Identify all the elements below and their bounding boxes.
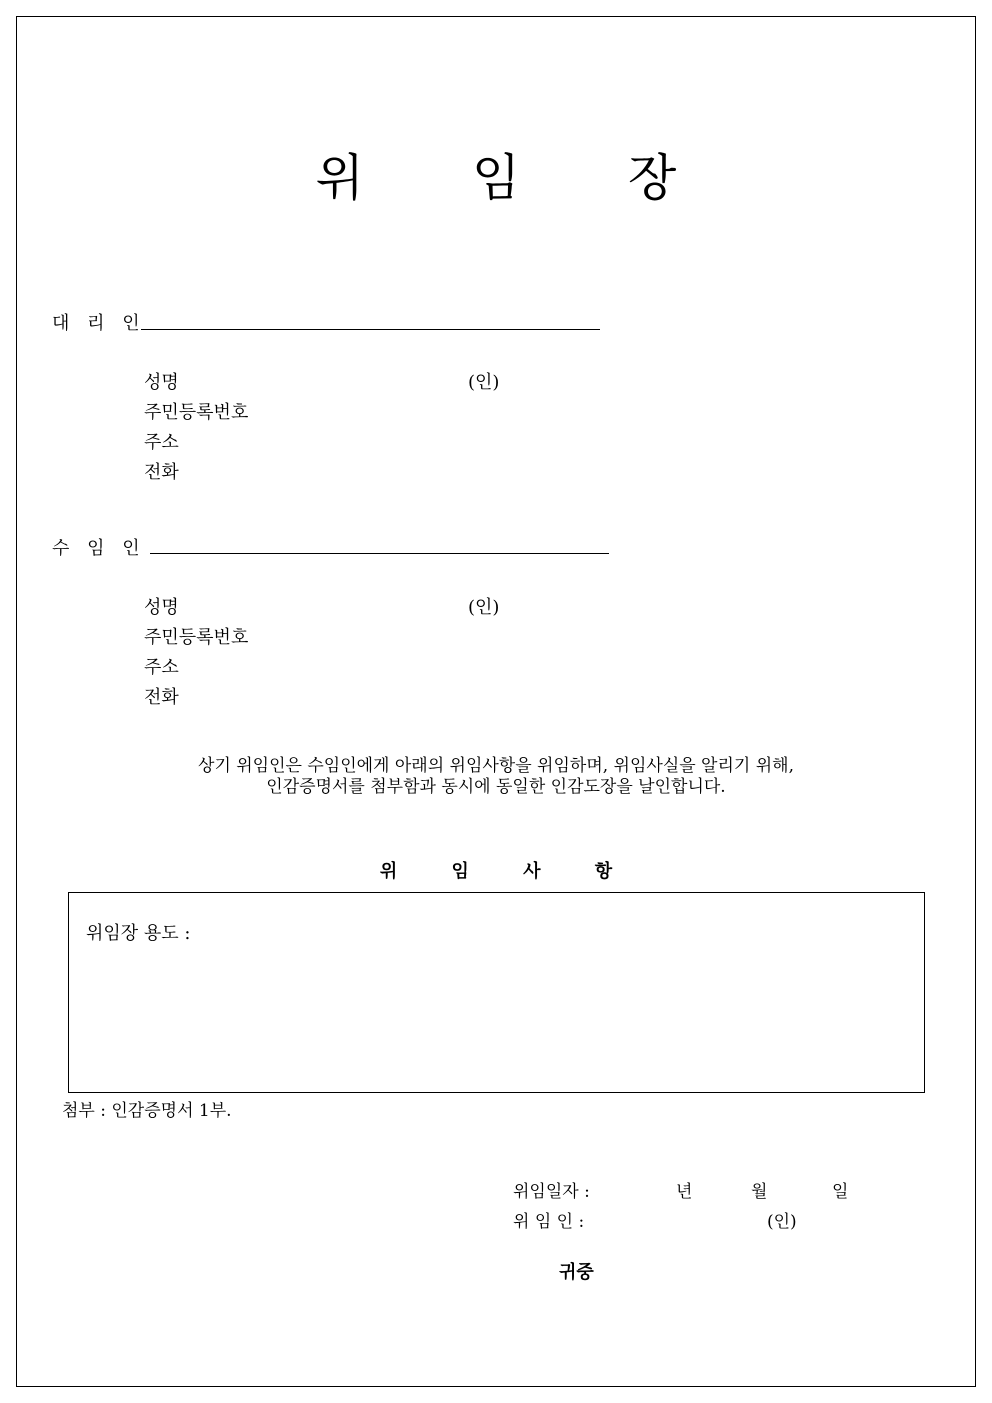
delegate-name-row [144, 593, 244, 619]
month-label: 월 [751, 1182, 768, 1202]
purpose-label: 위임장 용도 : [86, 923, 191, 944]
day-label: 일 [832, 1182, 849, 1202]
delegation-box[interactable] [68, 892, 925, 1093]
agent-name-row [144, 368, 244, 394]
delegator-seal: (인) [767, 1212, 797, 1232]
statement-line-1: 상기 위임인은 수임인에게 아래의 위임사항을 위임하며, 위임사실을 알리기 위해, [198, 756, 794, 776]
delegate-underline [150, 553, 609, 554]
delegate-label: 수 임 인 [52, 538, 146, 559]
regards: 귀중 [559, 1262, 594, 1283]
agent-label: 대 리 인 [52, 313, 146, 334]
statement-line-2: 인감증명서를 첨부함과 동시에 동일한 인감도장을 날인합니다. [266, 777, 726, 797]
delegation-heading: 위 임 사 항 [379, 861, 637, 882]
delegate-seal: (인) [468, 597, 500, 618]
delegate-id-label: 주민등록번호 [144, 627, 249, 648]
date-row [513, 1177, 597, 1202]
year-label: 년 [676, 1182, 693, 1202]
agent-underline [141, 329, 600, 330]
document-title: 위 임 장 [315, 149, 723, 207]
delegator-label: 위 임 인 : [513, 1212, 585, 1232]
agent-phone-row [144, 458, 244, 484]
agent-phone-label: 전화 [144, 462, 179, 483]
agent-id-label: 주민등록번호 [144, 402, 249, 423]
date-label: 위임일자 : [513, 1182, 590, 1202]
attachment-note: 첨부 : 인감증명서 1부. [62, 1101, 232, 1121]
delegate-phone-row [144, 683, 244, 709]
agent-address-row [144, 428, 244, 454]
delegate-address-label: 주소 [144, 657, 179, 678]
delegate-phone-label: 전화 [144, 687, 179, 708]
delegate-name-label: 성명 [144, 597, 179, 618]
agent-address-label: 주소 [144, 432, 179, 453]
delegate-address-row [144, 653, 244, 679]
agent-seal: (인) [468, 372, 500, 393]
agent-name-label: 성명 [144, 372, 179, 393]
